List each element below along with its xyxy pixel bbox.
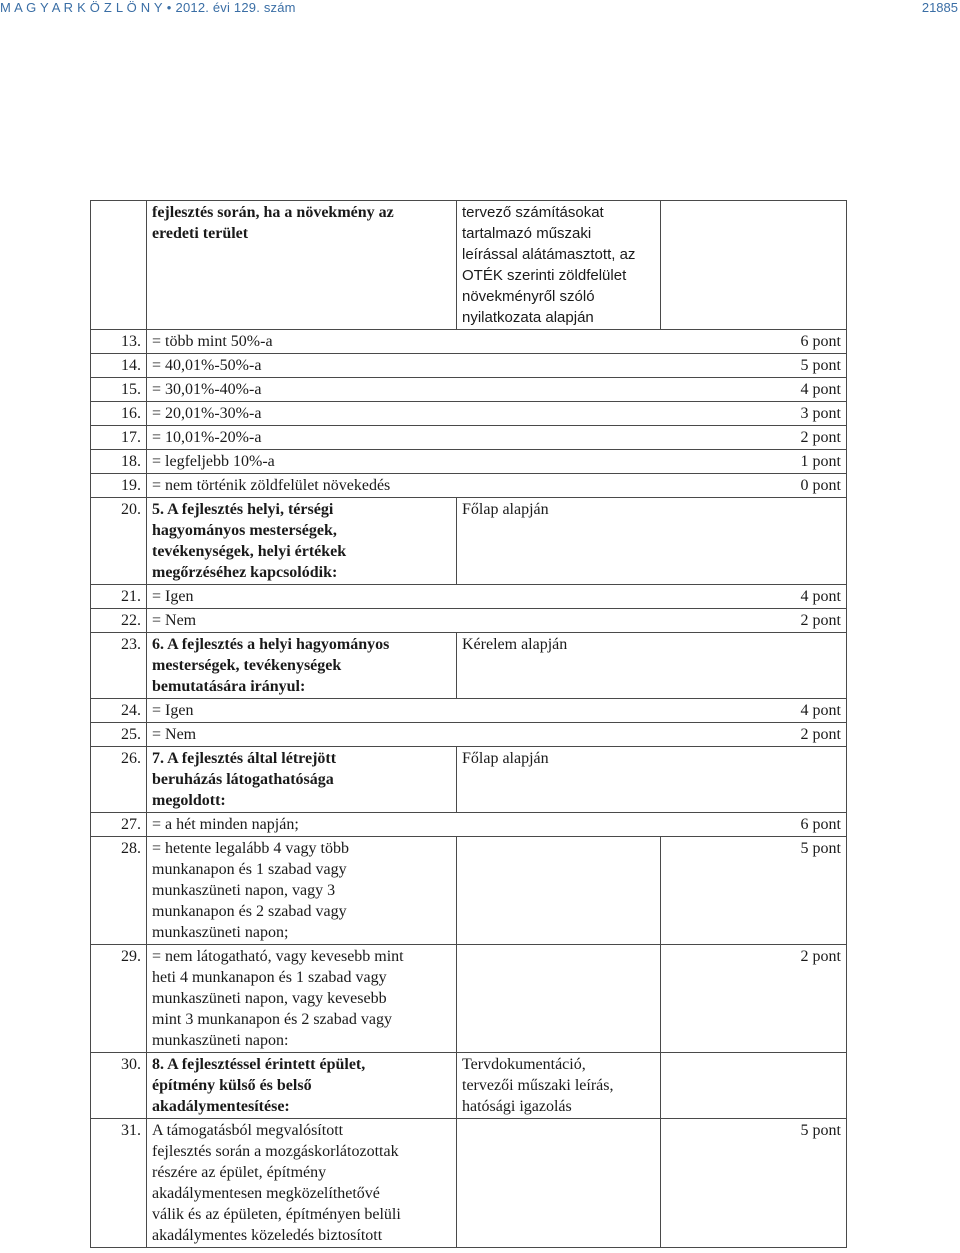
option-cell: [147, 402, 847, 426]
source-cell: [457, 1119, 661, 1248]
option-text: = Igen: [152, 702, 194, 719]
page-header: [0, 0, 960, 18]
points-value: 6 pont: [800, 816, 841, 833]
option-text: = Nem: [152, 612, 197, 629]
option-cell: [147, 330, 847, 354]
journal-header: [0, 0, 296, 15]
bullet-separator: •: [166, 0, 172, 15]
criterion-heading: 7. A fejlesztés által létrejött beruházás látogathatósága megoldott:: [147, 747, 457, 813]
row-number: 13.: [91, 330, 147, 354]
table-row: [91, 1119, 847, 1248]
row-number: 18.: [91, 450, 147, 474]
table-row: [91, 723, 847, 747]
points-value: 5 pont: [800, 357, 841, 374]
criterion-heading: fejlesztés során, ha a növekmény az eredeti terület: [147, 201, 457, 330]
table-row: [91, 378, 847, 402]
row-number: 28.: [91, 837, 147, 945]
points-value: 3 pont: [800, 405, 841, 422]
row-number: 29.: [91, 945, 147, 1053]
row-number: [91, 201, 147, 330]
row-number: 24.: [91, 699, 147, 723]
option-text: = nem történik zöldfelület növekedés: [152, 477, 391, 494]
table-row: [91, 633, 847, 699]
option-text: = nem látogatható, vagy kevesebb mint heti 4 munkanapon és 1 szabad vagy munkaszüneti napon, vagy kevesebb mint 3 munkanapon és 2 szabad vagy munkaszüneti napon:: [147, 945, 457, 1053]
option-text: = Igen: [152, 588, 194, 605]
option-text: = 20,01%-30%-a: [152, 405, 262, 422]
table-row: [91, 426, 847, 450]
row-number: 25.: [91, 723, 147, 747]
option-cell: [147, 813, 847, 837]
points-cell: 2 pont: [661, 945, 847, 1053]
option-text: A támogatásból megvalósított fejlesztés során a mozgáskorlátozottak részére az épület, építmény akadálymentesen megközelíthetővé válik és az épületen, építményen belüli akadálymentes közeledés biztosított: [147, 1119, 457, 1248]
table-row: [91, 585, 847, 609]
table-row: [91, 609, 847, 633]
points-value: 4 pont: [800, 702, 841, 719]
option-cell: [147, 609, 847, 633]
points-cell: [661, 1053, 847, 1119]
option-text: = 30,01%-40%-a: [152, 381, 262, 398]
points-cell: [661, 201, 847, 330]
option-text: = a hét minden napján;: [152, 816, 299, 833]
option-text: = Nem: [152, 726, 197, 743]
points-value: 2 pont: [800, 612, 841, 629]
points-value: 0 pont: [800, 477, 841, 494]
criterion-heading: 8. A fejlesztéssel érintett épület, építmény külső és belső akadálymentesítése:: [147, 1053, 457, 1119]
points-value: 4 pont: [800, 588, 841, 605]
option-text: = több mint 50%-a: [152, 333, 273, 350]
issue-label: 2012. évi 129. szám: [175, 0, 296, 15]
source-cell: Kérelem alapján: [457, 633, 847, 699]
option-cell: [147, 426, 847, 450]
table-row: [91, 330, 847, 354]
points-value: 2 pont: [800, 429, 841, 446]
source-cell: [457, 945, 661, 1053]
option-cell: [147, 354, 847, 378]
page-number: 21885: [921, 0, 958, 15]
option-text: = legfeljebb 10%-a: [152, 453, 275, 470]
table-row: [91, 474, 847, 498]
points-cell: 5 pont: [661, 1119, 847, 1248]
source-cell: Tervdokumentáció, tervezői műszaki leírás, hatósági igazolás: [457, 1053, 661, 1119]
row-number: 23.: [91, 633, 147, 699]
option-cell: [147, 585, 847, 609]
source-cell: tervező számításokat tartalmazó műszaki leírással alátámasztott, az OTÉK szerinti zöldfelület növekményről szóló nyilatkozata alapján: [457, 201, 661, 330]
table-row: [91, 402, 847, 426]
row-number: 31.: [91, 1119, 147, 1248]
option-cell: [147, 474, 847, 498]
option-cell: [147, 723, 847, 747]
table-row: [91, 201, 847, 330]
table-row: [91, 699, 847, 723]
points-value: 4 pont: [800, 381, 841, 398]
row-number: 17.: [91, 426, 147, 450]
option-cell: [147, 450, 847, 474]
option-cell: [147, 378, 847, 402]
points-value: 2 pont: [800, 726, 841, 743]
row-number: 14.: [91, 354, 147, 378]
row-number: 22.: [91, 609, 147, 633]
option-text: = 10,01%-20%-a: [152, 429, 262, 446]
source-cell: Főlap alapján: [457, 747, 847, 813]
source-cell: Főlap alapján: [457, 498, 847, 585]
table-row: [91, 945, 847, 1053]
table-row: [91, 813, 847, 837]
row-number: 20.: [91, 498, 147, 585]
criterion-heading: 6. A fejlesztés a helyi hagyományos mesterségek, tevékenységek bemutatására irányul:: [147, 633, 457, 699]
row-number: 26.: [91, 747, 147, 813]
scoring-table: [90, 200, 847, 1248]
row-number: 15.: [91, 378, 147, 402]
points-value: 1 pont: [800, 453, 841, 470]
table-row: [91, 747, 847, 813]
criterion-heading: 5. A fejlesztés helyi, térségi hagyományos mesterségek, tevékenységek, helyi értékek megőrzéséhez kapcsolódik:: [147, 498, 457, 585]
points-value: 6 pont: [800, 333, 841, 350]
table-row: [91, 1053, 847, 1119]
table-row: [91, 354, 847, 378]
option-text: = 40,01%-50%-a: [152, 357, 262, 374]
option-text: = hetente legalább 4 vagy több munkanapon és 1 szabad vagy munkaszüneti napon, vagy 3 munkanapon és 2 szabad vagy munkaszüneti napon;: [147, 837, 457, 945]
table-row: [91, 450, 847, 474]
points-cell: 5 pont: [661, 837, 847, 945]
option-cell: [147, 699, 847, 723]
row-number: 21.: [91, 585, 147, 609]
row-number: 27.: [91, 813, 147, 837]
source-cell: [457, 837, 661, 945]
row-number: 19.: [91, 474, 147, 498]
table-row: [91, 498, 847, 585]
row-number: 16.: [91, 402, 147, 426]
journal-title: M A G Y A R K Ö Z L Ö N Y: [0, 0, 163, 15]
table-row: [91, 837, 847, 945]
row-number: 30.: [91, 1053, 147, 1119]
